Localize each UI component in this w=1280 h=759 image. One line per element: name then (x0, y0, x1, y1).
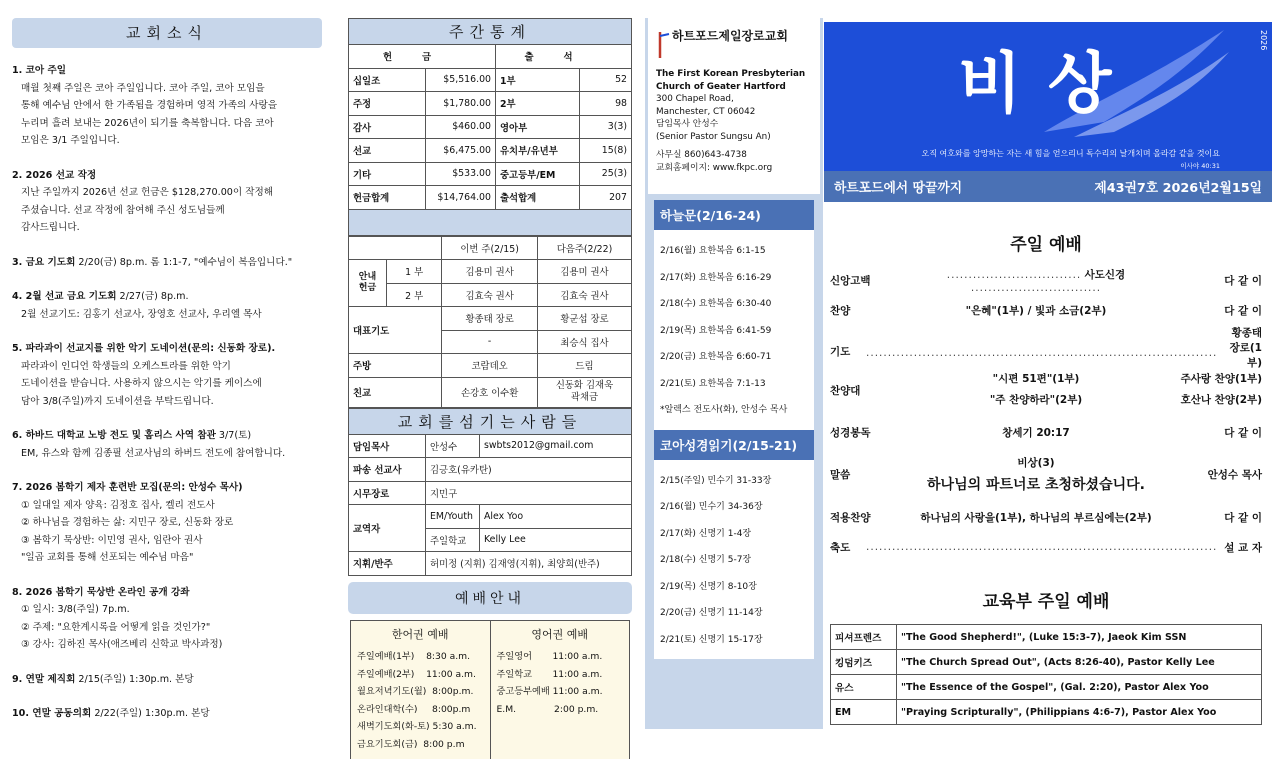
news-item (12, 584, 322, 654)
usher-2-label: 2 부 (387, 283, 442, 307)
news-item-title: 7. 2026 봄학기 제자 훈련반 모집(문의: 안성수 목사) (12, 482, 243, 493)
news-item-line: ② 하나님을 경험하는 삶: 지민구 장로, 신동화 장로 (21, 517, 234, 528)
bulletin-year: 2026 (1259, 30, 1268, 51)
daily-reading-item: 2/17(화) 요한복음 6:16-29 (660, 272, 772, 283)
daily-reading-title: 하늘문(2/16-24) (654, 200, 814, 230)
education-row (831, 650, 1262, 675)
order-row-choir: 찬양대 "시편 51편"(1부) "주 찬양하라"(2부) 주사랑 찬양(1부) 호산나 찬양(2부) (830, 373, 1262, 406)
news-item (12, 62, 322, 150)
english-worship-list (490, 621, 630, 759)
order-title: 주일 예배 (1010, 235, 1082, 255)
news-item (12, 705, 322, 723)
attendance-header: 출석 (496, 45, 632, 69)
english-worship-item: 주일학교 11:00 a.m. (496, 668, 603, 680)
minister-2-dept: 주일학교 (426, 528, 480, 552)
education-dept: 피셔프렌즈 (831, 625, 897, 650)
next-week-header: 다음주(2/22) (537, 236, 631, 260)
core-reading-item: 2/20(금) 신명기 11-14장 (660, 608, 763, 618)
usher-2-next: 김효숙 권사 (537, 283, 631, 307)
news-item-title: 9. 연말 제직회 2/15(주일) 1:30p.m. 본당 (12, 673, 194, 685)
education-row (831, 700, 1262, 725)
english-worship-item: 중고등부예배 11:00 a.m. (496, 686, 603, 697)
weekly-stats-table (348, 18, 632, 236)
korean-worship-item: 새벽기도회(화-토) 5:30 a.m. (357, 721, 477, 732)
elder-name: 지민구 (426, 481, 632, 505)
prayer-label: 대표기도 (349, 307, 442, 354)
core-reading-item: 2/15(주일) 민수기 31-33장 (660, 475, 772, 486)
order-row-scripture: 성경봉독 창세기 20:17 다 같 이 (830, 426, 1262, 439)
theme-verse-ref: 이사야 40:31 (1180, 162, 1220, 170)
korean-worship-item: 금요기도회(금) 8:00 p.m (357, 738, 465, 750)
usher-label: 안내 헌금 (349, 260, 387, 307)
education-row (831, 625, 1262, 650)
stats-row: 십일조 $5,516.00 1부 52 (349, 68, 632, 92)
worship-guide-header: 예배안내 (348, 582, 632, 614)
pastor-en: (Senior Pastor Sungsu An) (656, 131, 771, 142)
core-reading-item: 2/17(화) 신명기 1-4장 (660, 528, 752, 539)
english-worship-header: 영어권 예배 (531, 627, 589, 641)
daily-reading-item: *알렉스 전도사(화), 안성수 목사 (660, 405, 788, 415)
news-item-line: ③ 강사: 김하진 목사(애즈베리 신학교 박사과정) (21, 639, 223, 650)
news-item-line: 누리며 흘려 보내는 2026년이 되기를 축복합니다. 다음 코아 (21, 117, 274, 129)
usher-1-next: 김용미 권사 (537, 260, 631, 284)
church-name-kr: 하트포드제일장로교회 (658, 30, 812, 58)
education-sermon: "The Good Shepherd!", (Luke 15:3-7), Jaeok Kim SSN (897, 625, 1262, 650)
core-reading-item: 2/21(토) 신명기 15-17장 (660, 634, 763, 645)
order-row-creed: 신앙고백 ............................... 사도신경 .............................. 다 같 이 (830, 268, 1262, 294)
prayer-next-2: 최승식 집사 (537, 330, 631, 354)
weekly-stats-title: 주간통계 (349, 19, 632, 45)
education-dept: 유스 (831, 675, 897, 700)
news-item (12, 340, 322, 410)
church-name-en-1: The First Korean Presbyterian (656, 69, 806, 79)
issue-bar (824, 171, 1272, 202)
church-news-section (12, 18, 322, 740)
news-item-title: 10. 연말 공동의회 2/22(주일) 1:30p.m. 본당 (12, 708, 210, 719)
usher-1-this: 김용미 권사 (442, 260, 538, 284)
order-row-prayer: 기도 ................................................................................. 황종태 장로(1부) (830, 327, 1262, 369)
news-item-line: 모임은 3/1 주일입니다. (21, 135, 120, 146)
news-item-line: 주셨습니다. 선교 작정에 참여해 주신 성도님들께 (21, 204, 225, 216)
stats-row: 기타 $533.00 중고등부/EM 25(3) (349, 162, 632, 186)
church-name-en-2: Church of Geater Hartford (656, 81, 786, 92)
duty-table (348, 236, 632, 408)
missionary-name: 김긍호(유카탄) (426, 458, 632, 482)
missionary-label: 파송 선교사 (349, 458, 426, 482)
news-item (12, 288, 322, 323)
daily-reading-list (654, 230, 814, 430)
choir-names: 허미정 (지휘) 김재영(지휘), 최양희(반주) (426, 552, 632, 576)
prayer-this-2: - (442, 330, 538, 354)
news-item-title: 5. 파라과이 선교지를 위한 악기 도네이션(문의: 신동화 장로). (12, 343, 276, 354)
news-item (12, 167, 322, 237)
stats-row: 주정 $1,780.00 2부 98 (349, 92, 632, 116)
stats-row: 감사 $460.00 영아부 3(3) (349, 115, 632, 139)
korean-worship-item: 온라인대학(수) 8:00p.m (357, 703, 471, 715)
order-row-benediction: 축도 ................................................................................. 설 교 자 (830, 541, 1262, 554)
daily-reading-item: 2/19(목) 요한복음 6:41-59 (660, 325, 772, 336)
servants-title: 교회를섬기는사람들 (349, 408, 632, 434)
news-item-title: 1. 코아 주일 (12, 65, 67, 76)
fellowship-next: 신동화 김재욱 곽채금 (537, 377, 631, 407)
issue-info: 제43권7호 2026년2월15일 (1094, 181, 1262, 196)
church-news-list (12, 62, 322, 723)
offering-header: 헌금 (349, 45, 496, 69)
daily-reading-item: 2/20(금) 요한복음 6:60-71 (660, 352, 772, 362)
stats-row: 선교 $6,475.00 유치부/유년부 15(8) (349, 139, 632, 163)
daily-reading-item: 2/21(토) 요한복음 7:1-13 (660, 378, 766, 389)
this-week-header: 이번 주(2/15) (442, 236, 538, 260)
order-row-praise: 찬양 "은혜"(1부) / 빛과 소금(2부) 다 같 이 (830, 304, 1262, 317)
fellowship-label: 친교 (349, 377, 442, 407)
news-item-line: 감사드립니다. (21, 222, 80, 233)
news-item-title: 2. 2026 선교 작정 (12, 169, 97, 181)
order-row-sermon: 말씀 비상(3) 하나님의 파트너로 초청하셨습니다. 안성수 목사 (830, 456, 1262, 493)
church-info-section (645, 18, 823, 729)
news-item-line: ① 일시: 3/8(주일) 7p.m. (21, 604, 130, 615)
minister-1-name: Alex Yoo (480, 505, 632, 529)
usher-1-label: 1 부 (387, 260, 442, 284)
news-item-line: 매월 첫째 주일은 코아 주일입니다. 코아 주일, 코아 모임을 (21, 82, 265, 94)
pastor-kr: 담임목사 안성수 (656, 119, 719, 129)
korean-worship-item: 주일예배(1부) 8:30 a.m. (357, 651, 471, 662)
main-section (824, 22, 1272, 725)
core-reading-list (654, 460, 814, 660)
news-item-title: 3. 금요 기도회 2/20(금) 8p.m. 롬 1:1-7, "예수님이 복음입니다." (12, 256, 293, 268)
english-worship-item: E.M. 2:00 p.m. (496, 703, 599, 715)
core-reading-item: 2/16(월) 민수기 34-36장 (660, 502, 763, 512)
fellowship-this: 손강호 이수환 (442, 377, 538, 407)
core-reading-item: 2/18(수) 신명기 5-7장 (660, 555, 752, 565)
daily-reading-card (654, 200, 814, 430)
senior-pastor-name: 안성수 (426, 434, 480, 458)
daily-reading-item: 2/18(수) 요한복음 6:30-40 (660, 299, 772, 309)
church-address-1: 300 Chapel Road, (656, 94, 734, 104)
daily-reading-item: 2/16(월) 요한복음 6:1-15 (660, 246, 766, 256)
core-reading-card (654, 430, 814, 660)
education-dept: EM (831, 700, 897, 725)
senior-pastor-label: 담임목사 (349, 434, 426, 458)
korean-worship-item: 월요저녁기도(월) 8:00p.m. (357, 686, 474, 697)
news-item (12, 427, 322, 462)
news-item-title: 8. 2026 봄학기 묵상반 온라인 공개 강좌 (12, 586, 190, 598)
education-row (831, 675, 1262, 700)
prayer-next-1: 황군섭 장로 (537, 307, 631, 331)
slogan: 하트포드에서 땅끝까지 (834, 181, 963, 196)
church-logo-icon (658, 30, 668, 58)
education-sermon: "The Essence of the Gospel", (Gal. 2:20), Pastor Alex Yoo (897, 675, 1262, 700)
bulletin-title: 비상 (958, 45, 1138, 122)
news-item-title: 6. 하바드 대학교 노방 전도 및 홈리스 사역 참관 3/7(토) (12, 430, 252, 441)
korean-worship-list (351, 621, 490, 759)
elder-label: 시무장로 (349, 481, 426, 505)
core-reading-title: 코아성경읽기(2/15-21) (654, 430, 814, 460)
church-website[interactable]: 교회홈페이지: www.fkpc.org (656, 162, 773, 173)
prayer-this-1: 황종태 장로 (442, 307, 538, 331)
stats-spacer (349, 209, 632, 235)
church-info-card (648, 18, 820, 194)
order-row-response-hymn: 적용찬양 하나님의 사랑을(1부), 하나님의 부르심에는(2부) 다 같 이 (830, 511, 1262, 524)
church-phone: 사무실 860)643-4738 (656, 150, 747, 160)
worship-guide-box (350, 620, 630, 759)
minister-2-name: Kelly Lee (480, 528, 632, 552)
news-item-line: 통해 예수님 안에서 한 가족됨을 경험하며 영적 가족의 사랑을 (21, 100, 278, 111)
news-item (12, 671, 322, 689)
senior-pastor-email: swbts2012@gmail.com (480, 434, 632, 458)
english-worship-item: 주일영어 11:00 a.m. (496, 651, 603, 662)
news-item-line: 2월 선교기도: 김홍기 선교사, 장영호 선교사, 우리엘 목사 (21, 308, 262, 320)
church-address-2: Manchester, CT 06042 (656, 106, 756, 117)
news-item (12, 479, 322, 567)
news-item-line: 담아 3/8(주일)까지 도네이션을 부탁드립니다. (21, 395, 214, 407)
news-item-line: 지난 주일까지 2026년 선교 헌금은 $128,270.00이 작정해 (21, 187, 274, 198)
education-table (830, 624, 1262, 725)
news-item-line: ③ 봄학기 묵상반: 이민영 권사, 임란아 권사 (21, 534, 203, 546)
korean-worship-item: 주일예배(2부) 11:00 a.m. (357, 668, 476, 680)
education-title: 교육부 주일 예배 (982, 592, 1110, 612)
korean-worship-header: 한어권 예배 (391, 627, 449, 641)
news-item-title: 4. 2월 선교 금요 기도회 2/27(금) 8p.m. (12, 291, 189, 302)
news-item (12, 254, 322, 272)
news-item-line: EM, 유스와 함께 김종필 선교사님의 하버드 전도에 참여합니다. (21, 447, 286, 459)
minister-1-dept: EM/Youth (426, 505, 480, 529)
news-item-line: 파라과이 인디언 학생들의 오케스트라를 위한 악기 (21, 360, 231, 372)
masthead (824, 22, 1272, 171)
weekly-stats-section (348, 18, 632, 759)
news-item-line: ② 주제: "요한계시록을 어떻게 읽을 것인가?" (21, 621, 211, 633)
host-next: 드림 (537, 354, 631, 378)
education-sermon: "The Church Spread Out", (Acts 8:26-40), Pastor Kelly Lee (897, 650, 1262, 675)
church-news-header: 교회소식 (12, 18, 322, 48)
news-item-line: 도네이션을 받습니다. 사용하지 않으시는 악기를 케이스에 (21, 378, 262, 389)
news-item-line: "일곱 교회를 통해 선포되는 예수님 마음" (21, 552, 194, 563)
core-reading-item: 2/19(목) 신명기 8-10장 (660, 581, 757, 592)
education-sermon: "Praying Scripturally", (Philippians 4:6-7), Pastor Alex Yoo (897, 700, 1262, 725)
host-label: 주방 (349, 354, 442, 378)
servants-table (348, 408, 632, 576)
news-item-line: ① 일대일 제자 양육: 김정호 집사, 켈리 전도사 (21, 499, 215, 511)
usher-2-this: 김효숙 권사 (442, 283, 538, 307)
education-dept: 킹덤키즈 (831, 650, 897, 675)
theme-verse: 오직 여호와를 앙망하는 자는 새 힘을 얻으리니 독수리의 날개치며 올라감 같을 것이요 (921, 149, 1220, 158)
host-this: 코람데오 (442, 354, 538, 378)
ministers-label: 교역자 (349, 505, 426, 552)
stats-row: 헌금합계 $14,764.00 출석합계 207 (349, 186, 632, 210)
choir-label: 지휘/반주 (349, 552, 426, 576)
